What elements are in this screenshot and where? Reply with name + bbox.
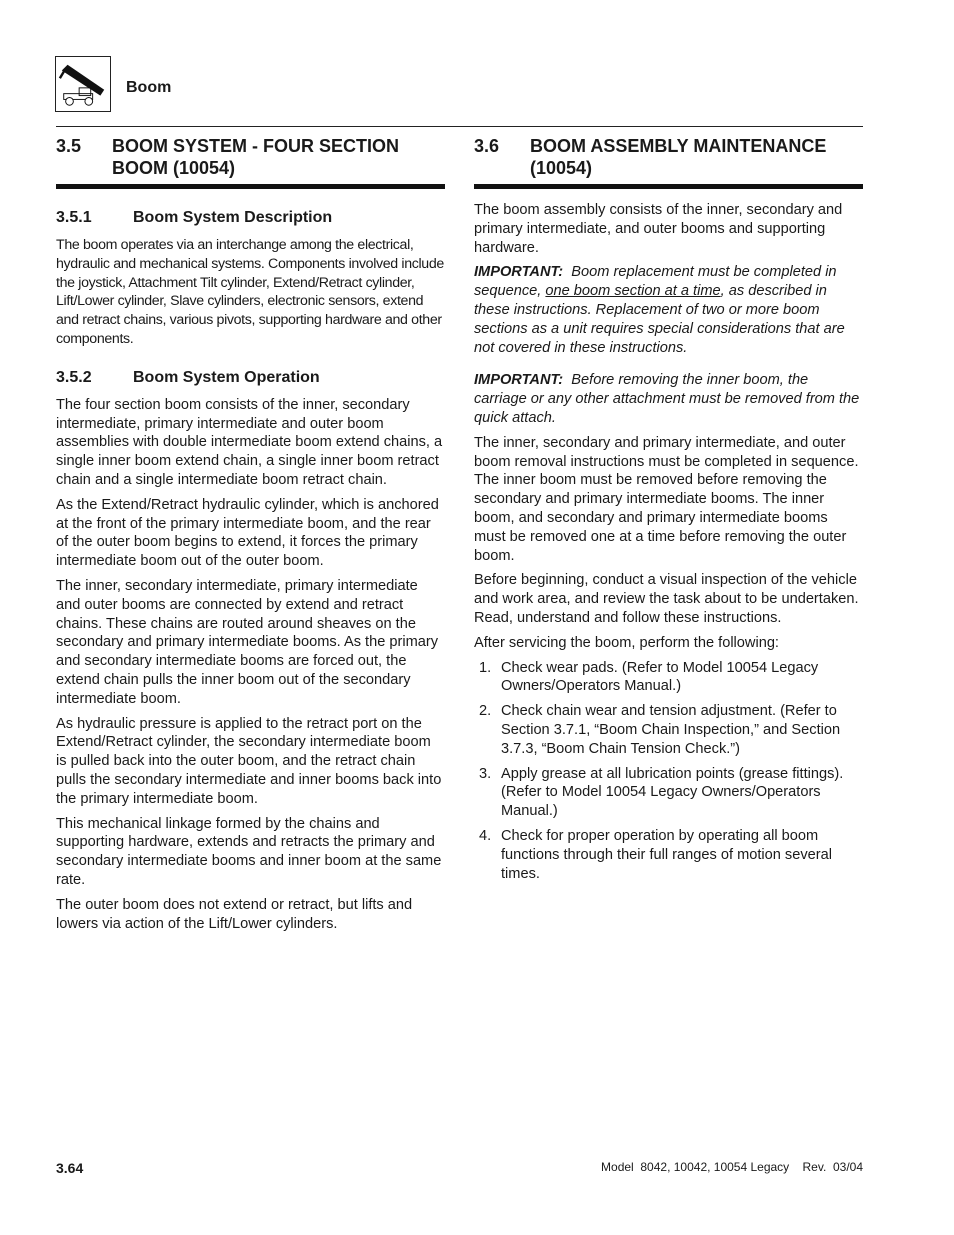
paragraph: The boom operates via an interchange among the electrical, hydraulic and mechanical systems. Components involved include the joystick, Attachment Tilt cylinder, Extend/Retract cylinder, Lift/Lower cylinder, Slave cylinders, electronic sensors, extend and retract chains, various pivots, supporting hardware and other components. [56,237,444,347]
left-column [56,134,445,939]
important-emphasis: one boom section at a time [545,283,721,300]
important-text: Boom replacement must be completed in sequence, [474,264,837,300]
important-note-replacement [474,263,863,357]
subsection-heading-3-5-1 [56,208,445,228]
paragraph: This mechanical linkage formed by the chains and supporting hardware, extends and retracts the primary and secondary intermediate booms and inner boom at the same rate. [56,815,442,888]
section-heading-3-5 [56,135,445,189]
list-item [474,702,863,758]
paragraph: The inner, secondary and primary intermediate, and outer boom removal instructions must be completed in sequence. The inner boom must be removed before removing the secondary and primary intermediate booms. The inner boom, and secondary and primary intermediate booms must be removed one at a time before removing the outer boom. [474,434,859,564]
page-number: 3.64 [56,1160,84,1176]
header-section-label: Boom [126,79,172,96]
section-title: BOOM SYSTEM - FOUR SECTION BOOM (10054) [112,136,400,178]
subsection-number: 3.5.2 [56,368,92,386]
subsection-title: Boom System Operation [133,368,320,386]
paragraph: As the Extend/Retract hydraulic cylinder, which is anchored at the front of the primary intermediate boom, and the rear of the outer boom begins to extend, it forces the primary intermediate boom out of the outer boom. [56,496,439,570]
important-note-inner-boom [474,371,863,427]
section-heading-3-6 [474,135,863,189]
important-label: IMPORTANT: [474,264,564,281]
list-item [474,827,863,883]
paragraph: After servicing the boom, perform the following: [474,634,779,651]
list-item [474,765,863,821]
section-number: 3.6 [474,136,500,156]
step-number: 3. [479,765,492,782]
important-label: IMPORTANT: [474,372,564,389]
footer-model-revision: Model 8042, 10042, 10054 Legacy Rev. 03/04 [601,1160,863,1174]
paragraph: The inner, secondary intermediate, primary intermediate and outer booms are connected by extend and retract chains. These chains are routed around sheaves on the secondary and primary intermediate booms. As the primary and secondary intermediate booms are forced out, the extend chain pulls the inner boom out of the secondary intermediate boom. [56,577,439,707]
subsection-title: Boom System Description [133,209,333,226]
step-number: 2. [479,703,492,720]
step-text: Check chain wear and tension adjustment. (Refer to Section 3.7.1, “Boom Chain Inspection,” and Section 3.7.3, “Boom Chain Tension Check.”) [501,703,841,757]
paragraph: Before beginning, conduct a visual inspection of the vehicle and work area, and review the task about to be undertaken. Read, understand and follow these instructions. [474,572,859,626]
intro-paragraph: The boom assembly consists of the inner, secondary and primary intermediate, and outer booms and supporting hardware. [474,202,843,256]
important-text: Before removing the inner boom, the carriage or any other attachment must be removed from the quick attach. [474,372,860,426]
paragraph: As hydraulic pressure is applied to the retract port on the Extend/Retract cylinder, the secondary intermediate boom is pulled back into the outer boom, and the retract chain pulls the secondary intermediate and inner booms back into the primary intermediate boom. [56,715,442,807]
paragraph: The outer boom does not extend or retract, but lifts and lowers via action of the Lift/Lower cylinders. [56,896,413,932]
telehandler-boom-icon [56,57,110,111]
subsection-number: 3.5.1 [56,209,92,226]
step-text: Check for proper operation by operating all boom functions through their full ranges of motion several times. [501,827,832,882]
step-number: 4. [479,827,492,844]
step-text: Check wear pads. (Refer to Model 10054 Legacy Owners/Operators Manual.) [501,659,819,695]
important-text: , as described in these instructions. Replacement of two or more boom sections as a unit requires special considerations that are not covered in these instructions. [474,283,845,356]
right-column [474,134,863,889]
post-service-steps [474,659,863,884]
section-number: 3.5 [56,136,82,156]
header-divider [56,126,863,127]
step-text: Apply grease at all lubrication points (grease fittings). (Refer to Model 10054 Legacy Owners/Operators Manual.) [501,765,844,820]
section-title: BOOM ASSEMBLY MAINTENANCE (10054) [530,136,827,178]
list-item [474,659,863,697]
section-logo [55,56,111,112]
subsection-heading-3-5-2 [56,368,445,388]
paragraph: The four section boom consists of the inner, secondary intermediate, primary intermediate and outer boom assemblies with double intermediate boom extend chains, a single inner boom extend chain, a single inner boom retract chain and a single intermediate boom retract chain. [56,396,443,488]
step-number: 1. [479,659,492,676]
